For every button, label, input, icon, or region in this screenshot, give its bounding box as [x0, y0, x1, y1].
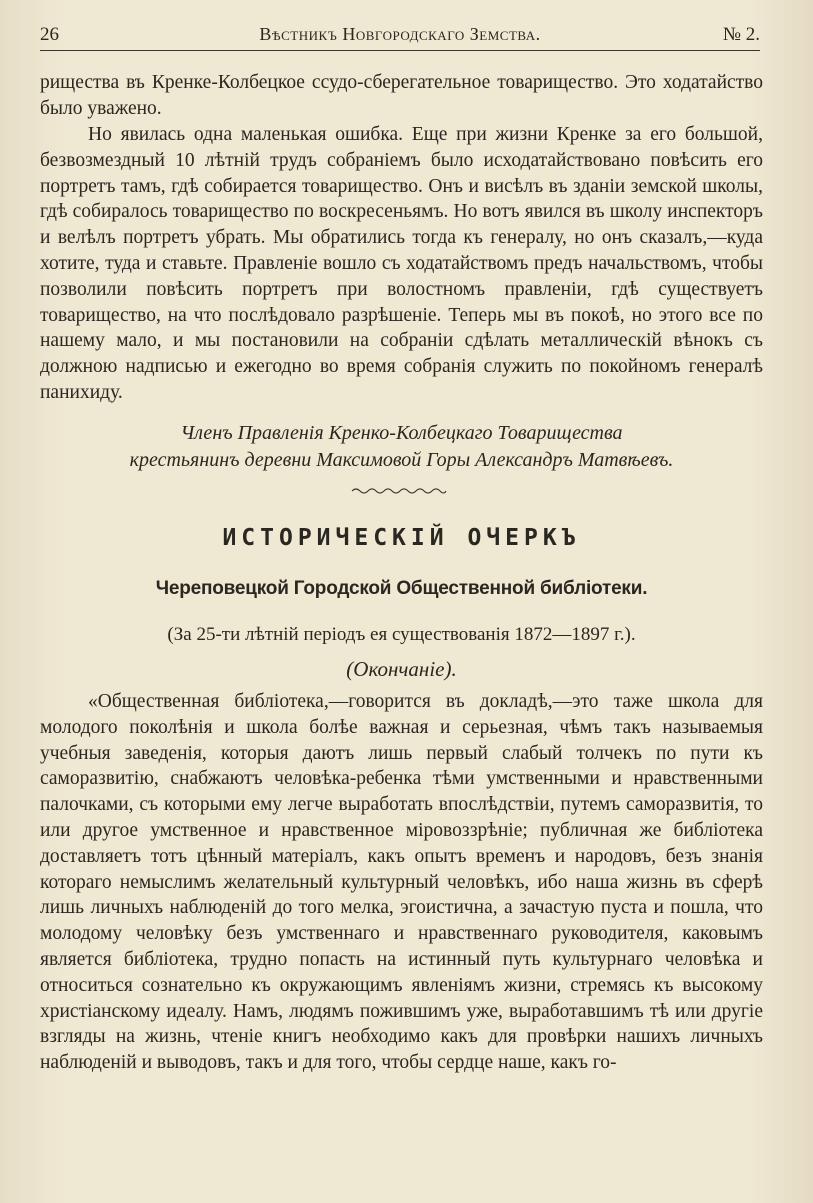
article-period: (За 25-ти лѣтній періодъ ея существованія 1872—1897 г.).: [167, 624, 636, 645]
letter-paragraph-1: рищества въ Кренке-Колбецкое ссудо-сберегательное товарищество. Это ходатайство было уважено.: [40, 72, 763, 119]
page-number: 26: [40, 24, 59, 45]
page-header: [40, 24, 760, 51]
signature-line-1: Членъ Правленія Кренко-Колбецкаго Товарищества: [180, 422, 623, 444]
article-title: ИСТОРИЧЕСКІЙ ОЧЕРКЪ: [222, 525, 581, 551]
wavy-divider-ornament: [350, 486, 448, 496]
signature-line-2: крестьянинъ деревни Максимовой Горы Александръ Матвѣевъ.: [129, 449, 674, 471]
article-paragraph-1: «Общественная библіотека,—говорится въ докладѣ,—это таже школа для молодого поколѣнія и школа болѣе важная и серьезная, чѣмъ такъ называемыя учебныя заведенія, которыя даютъ лишь первый слабый толчекъ по пути къ саморазвитію, снабжаютъ человѣка-ребенка тѣми умственными и нравственными палочками, съ которыми ему легче выработать впослѣдствіи, путемъ саморазвитія, то или другое умственное и нравственное міровоззрѣніе; публичная же библіотека доставляетъ тотъ цѣнный матеріалъ, какъ опытъ временъ и народовъ, безъ знанія котораго немыслимъ желательный культурный человѣкъ, ибо наша жизнь въ сферѣ лишь личныхъ наблюденій до того мелка, эгоистична, а зачастую пуста и пошла, что молодому человѣку безъ умственнаго и нравственнаго руководителя, каковымъ является библіотека, трудно попасть на истинный путь культурнаго человѣка и относиться сознательно къ окружающимъ явленіямъ жизни, стремясь къ высокому христіанскому идеалу. Намъ, людямъ пожившимъ уже, выработавшимъ тѣ или другіе взгляды на жизнь, чтеніе книгъ необходимо какъ для провѣрки нашихъ личныхъ наблюденій и выводовъ, такъ и для того, чтобы сердце наше, какъ го-: [40, 691, 763, 1074]
letter-paragraph-2: Но явилась одна маленькая ошибка. Еще при жизни Кренке за его большой, безвозмездный 10 лѣтній трудъ собраніемъ было исходатайствовано повѣсить его портретъ тамъ, гдѣ собирается товарищество. Онъ и висѣлъ въ зданіи земской школы, гдѣ собиралось товарищество по воскресеньямъ. Но вотъ явился въ школу инспекторъ и велѣлъ портретъ убрать. Мы обратились тогда къ генералу, но онъ сказалъ,—куда хотите, туда и ставьте. Правленіе вошло съ ходатайствомъ предъ начальствомъ, чтобы позволили повѣсить портретъ при волостномъ правленіи, гдѣ существуетъ товарищество, на что послѣдовало разрѣшеніе. Теперь мы въ покоѣ, но этого все по нашему мало, и мы постановили на собраніи сдѣлать металлическій вѣнокъ съ должною надписью и ежегодно во время собранія служить по покойномъ генералѣ панихиду.: [40, 124, 763, 403]
article-subtitle: Череповецкой Городской Общественной библіотеки.: [155, 578, 648, 599]
issue-number: № 2.: [722, 24, 760, 45]
article-continuation-note: (Окончаніе).: [346, 657, 457, 681]
running-title: Вѣстникъ Новгородскаго Земства.: [259, 24, 541, 44]
